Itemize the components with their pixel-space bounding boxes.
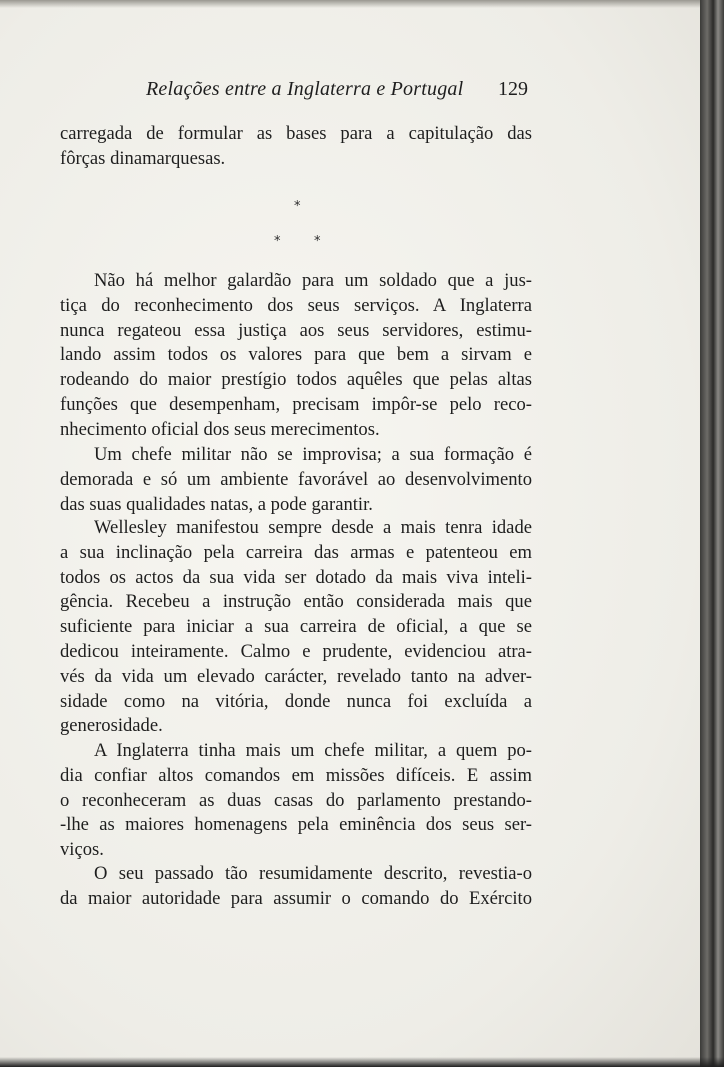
text-line: tiça do reconhecimento dos seus serviços. A Inglaterra (60, 294, 532, 316)
text-line: -lhe as maiores homenagens pela eminência dos seus ser- (60, 814, 532, 836)
text-line: gência. Recebeu a instrução então considerada mais que (60, 591, 532, 613)
text-line: generosidade. (60, 715, 163, 737)
text-line: Wellesley manifestou sempre desde a mais tenra idade (94, 517, 532, 538)
text-line: Não há melhor galardão para um soldado que a jus- (94, 270, 532, 291)
text-line: da maior autoridade para assumir o comando do Exército (60, 887, 532, 909)
text-line: nunca regateou essa justiça aos seus servidores, estimu- (60, 319, 532, 341)
text-line: lando assim todos os valores para que bem a sirvam e (60, 344, 532, 366)
text-line: nhecimento oficial dos seus merecimentos. (60, 418, 380, 440)
text-line: viços. (60, 839, 104, 861)
top-shadow (0, 0, 700, 8)
bottom-shadow (0, 1057, 724, 1067)
asterisk-mark: * (274, 234, 281, 249)
paragraph (60, 269, 532, 443)
text-line: carregada de formular as bases para a capitulação das (60, 123, 532, 144)
asterisk-mark: * (294, 199, 301, 214)
text-line: funções que desempenham, precisam impôr-se pelo reco- (60, 393, 532, 415)
running-title: Relações entre a Inglaterra e Portugal (146, 78, 464, 100)
text-line: A Inglaterra tinha mais um chefe militar, a quem po- (94, 740, 532, 761)
text-line: dedicou inteiramente. Calmo e prudente, evidenciou atra- (60, 640, 532, 662)
running-head (60, 78, 530, 106)
text-line: Um chefe militar não se improvisa; a sua formação é (94, 444, 532, 465)
book-page-edges (700, 0, 724, 1067)
text-line: a sua inclinação pela carreira das armas e patenteou em (60, 541, 532, 563)
text-line: sidade como na vitória, donde nunca foi excluída a (60, 690, 532, 712)
text-line: todos os actos da sua vida ser dotado da mais viva inteli- (60, 566, 532, 588)
text-line: dia confiar altos comandos em missões difíceis. E assim (60, 764, 532, 786)
text-line: fôrças dinamarquesas. (60, 147, 226, 169)
paragraph-continuation (60, 122, 532, 172)
text-line: vés da vida um elevado carácter, revelado tanto na adver- (60, 665, 532, 687)
text-line: O seu passado tão resumidamente descrito, revestia-o (94, 863, 532, 884)
text-line: das suas qualidades natas, a pode garantir. (60, 493, 373, 515)
paragraph (60, 516, 532, 739)
asterisk-mark: * (314, 234, 321, 249)
text-line: demorada e só um ambiente favorável ao desenvolvimento (60, 468, 532, 490)
paragraph (60, 443, 532, 517)
paragraph (60, 862, 532, 912)
text-line: o reconheceram as duas casas do parlamento prestando- (60, 789, 532, 811)
text-line: suficiente para iniciar a sua carreira de oficial, a que se (60, 616, 532, 638)
text-line: rodeando do maior prestígio todos aquêles que pelas altas (60, 369, 532, 391)
paragraph (60, 739, 532, 863)
page-number: 129 (498, 78, 528, 100)
